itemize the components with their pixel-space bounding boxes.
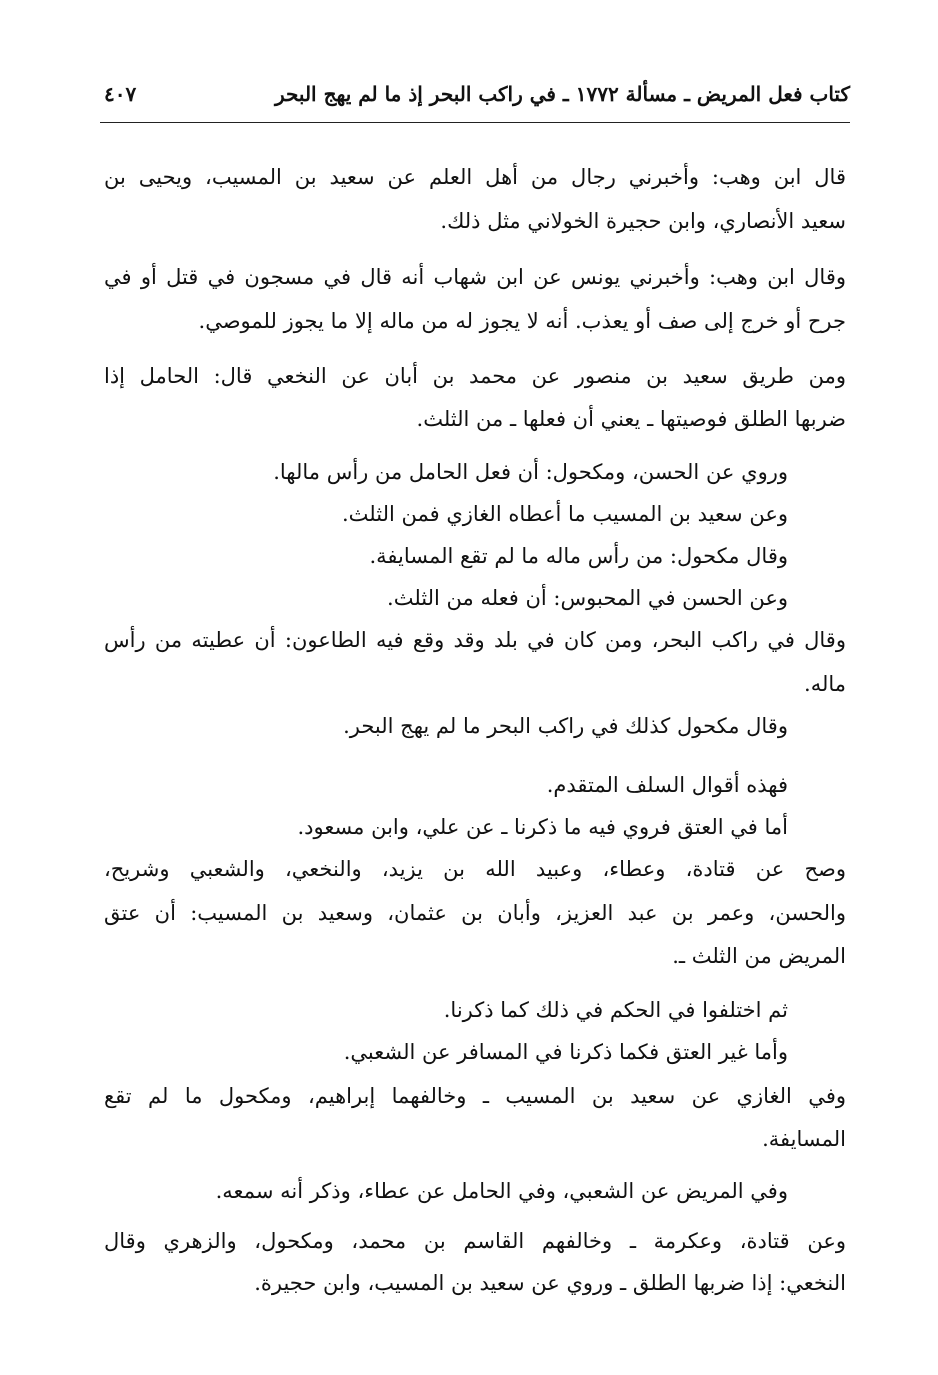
text-line: وقال مكحول: من رأس ماله ما لم تقع المسايفة.	[369, 544, 788, 568]
text-line: سعيد الأنصاري، وابن حجيرة الخولاني مثل ذلك.	[440, 209, 846, 233]
text-line: وعن الحسن في المحبوس: أن فعله من الثلث.	[387, 586, 788, 610]
page-header	[100, 78, 850, 123]
text-line: وقال مكحول كذلك في راكب البحر ما لم يهج البحر.	[343, 714, 788, 738]
text-line: وفي الغازي عن سعيد بن المسيب ـ وخالفهما إبراهيم، ومكحول ما لم تقع	[104, 1084, 846, 1108]
text-line: وروي عن الحسن، ومكحول: أن فعل الحامل من رأس مالها.	[273, 460, 788, 484]
text-line: جرح أو خرج إلى صف أو يعذب. أنه لا يجوز له من ماله إلا ما يجوز للموصي.	[198, 309, 846, 333]
text-line: ثم اختلفوا في الحكم في ذلك كما ذكرنا.	[443, 998, 788, 1022]
text-line: وعن سعيد بن المسيب ما أعطاه الغازي فمن الثلث.	[341, 502, 788, 526]
text-line: والحسن، وعمر بن عبد العزيز، وأبان بن عثمان، وسعيد بن المسيب: أن عتق	[104, 901, 846, 925]
text-line: وعن قتادة، وعكرمة ـ وخالفهم القاسم بن محمد، ومكحول، والزهري وقال	[104, 1229, 846, 1253]
text-line: ضربها الطلق فوصيتها ـ يعني أن فعلها ـ من الثلث.	[416, 407, 846, 431]
text-line: وصح عن قتادة، وعطاء، وعبيد الله بن يزيد، والنخعي، والشعبي وشريح،	[104, 857, 846, 881]
text-line: وفي المريض عن الشعبي، وفي الحامل عن عطاء، وذكر أنه سمعه.	[215, 1179, 788, 1203]
text-line: فهذه أقوال السلف المتقدم.	[546, 773, 788, 797]
text-line: ماله.	[804, 672, 846, 696]
text-line: وقال ابن وهب: وأخبرني يونس عن ابن شهاب أنه قال في مسجون في قتل أو في	[104, 265, 846, 289]
text-line: قال ابن وهب: وأخبرني رجال من أهل العلم عن سعيد بن المسيب، ويحيى بن	[104, 165, 846, 189]
running-title: كتاب فعل المريض ـ مسألة ١٧٧٢ ـ في راكب البحر إذ ما لم يهج البحر	[274, 82, 850, 106]
text-line: ومن طريق سعيد بن منصور عن محمد بن أبان عن النخعي قال: الحامل إذا	[104, 364, 846, 388]
text-line: النخعي: إذا ضربها الطلق ـ وروي عن سعيد بن المسيب، وابن حجيرة.	[254, 1271, 846, 1295]
text-line: المسايفة.	[762, 1127, 846, 1151]
text-line: وأما غير العتق فكما ذكرنا في المسافر عن الشعبي.	[343, 1040, 788, 1064]
text-line: المريض من الثلث ـ.	[672, 944, 846, 968]
text-line: وقال في راكب البحر، ومن كان في بلد وقد وقع فيه الطاعون: أن عطيته من رأس	[104, 628, 846, 652]
text-line: أما في العتق فروي فيه ما ذكرنا ـ عن علي، وابن مسعود.	[297, 815, 788, 839]
page-number: ٤٠٧	[104, 82, 137, 106]
